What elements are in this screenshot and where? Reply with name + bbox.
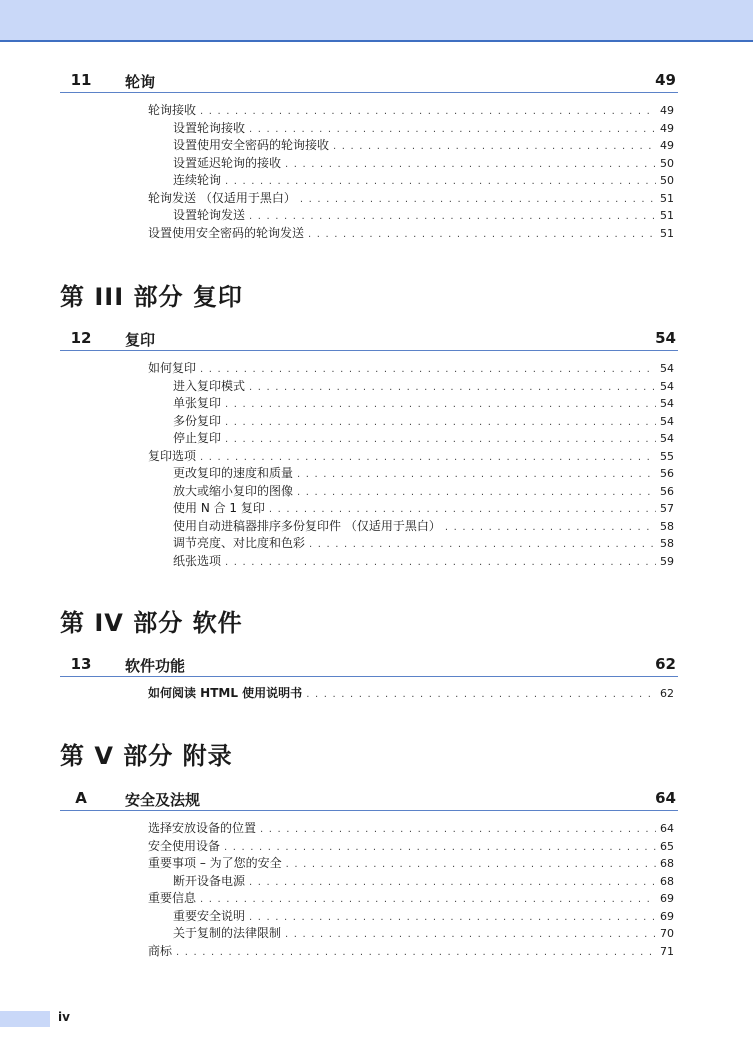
dot-leader <box>308 226 656 244</box>
toc-entry[interactable] <box>148 395 674 413</box>
toc-entry-text: 如何阅读 HTML 使用说明书 <box>148 686 303 700</box>
dot-leader <box>260 821 656 839</box>
dot-leader <box>285 926 656 944</box>
dot-leader <box>176 944 656 962</box>
chapter-title: 轮询 <box>125 73 156 91</box>
toc-entry-page: 68 <box>660 857 674 870</box>
chapter-heading[interactable] <box>60 655 678 677</box>
header-band <box>0 0 753 42</box>
toc-entry-page: 62 <box>660 687 674 700</box>
dot-leader <box>306 686 656 704</box>
toc-entry[interactable] <box>148 838 674 856</box>
dot-leader <box>309 536 656 554</box>
toc-entry[interactable] <box>148 685 674 703</box>
toc-entry[interactable] <box>148 413 674 431</box>
chapter-page: 49 <box>655 71 676 89</box>
toc-entry[interactable] <box>148 943 674 961</box>
part-heading: 第 III 部分 复印 <box>60 283 243 311</box>
toc-entry-page: 54 <box>660 362 674 375</box>
chapter-number: 11 <box>70 71 92 89</box>
page-number: iv <box>58 1010 70 1024</box>
toc-entry-text: 重要安全说明 <box>173 908 246 923</box>
toc-entry-page: 59 <box>660 554 674 568</box>
toc-entry-page: 56 <box>660 467 674 480</box>
dot-leader <box>249 208 656 226</box>
toc-entry[interactable] <box>148 820 674 838</box>
toc-entry-page: 49 <box>660 139 674 152</box>
toc-entry-page: 56 <box>660 484 674 498</box>
chapter-page: 54 <box>655 329 676 347</box>
toc-entry-page: 54 <box>660 379 674 393</box>
chapter-page: 64 <box>655 789 676 807</box>
toc-entry-page: 50 <box>660 156 674 170</box>
toc-entry-text: 使用 N 合 1 复印 <box>173 501 265 515</box>
toc-entry-text: 安全使用设备 <box>148 838 221 853</box>
toc-entry[interactable] <box>148 535 674 553</box>
toc-entry-page: 58 <box>660 537 674 550</box>
toc-entry[interactable] <box>148 102 674 120</box>
toc-entry-page: 49 <box>660 104 674 117</box>
toc-list <box>148 820 674 960</box>
toc-entry[interactable] <box>148 873 674 891</box>
toc-entry-page: 70 <box>660 927 674 940</box>
toc-entry-text: 关于复制的法律限制 <box>173 926 282 940</box>
footer-band <box>0 1011 50 1027</box>
toc-entry[interactable] <box>148 430 674 448</box>
toc-entry[interactable] <box>148 378 674 396</box>
dot-leader <box>225 396 656 414</box>
part-heading: 第 IV 部分 软件 <box>60 609 243 637</box>
toc-entry-text: 轮询发送 （仅适用于黑白） <box>148 190 296 205</box>
toc-entry-page: 51 <box>660 191 674 205</box>
toc-entry[interactable] <box>148 225 674 243</box>
toc-entry[interactable] <box>148 155 674 173</box>
toc-entry-text: 商标 <box>148 943 173 958</box>
toc-entry[interactable] <box>148 518 674 536</box>
toc-entry-text: 重要事项 – 为了您的安全 <box>148 856 282 870</box>
toc-entry-text: 停止复印 <box>173 431 222 445</box>
dot-leader <box>225 414 656 432</box>
toc-entry-page: 55 <box>660 449 674 463</box>
toc-entry-text: 设置使用安全密码的轮询接收 <box>173 138 330 152</box>
dot-leader <box>249 121 656 139</box>
toc-list <box>148 360 674 570</box>
dot-leader <box>200 361 656 379</box>
toc-entry-text: 设置轮询接收 <box>173 120 246 135</box>
toc-entry[interactable] <box>148 448 674 466</box>
toc-entry-text: 断开设备电源 <box>173 873 246 888</box>
chapter-number: 13 <box>70 655 92 673</box>
toc-entry-page: 68 <box>660 874 674 888</box>
toc-entry-page: 64 <box>660 822 674 835</box>
toc-entry-page: 51 <box>660 226 674 240</box>
toc-entry-page: 65 <box>660 839 674 853</box>
toc-entry-page: 69 <box>660 909 674 923</box>
toc-entry-page: 54 <box>660 432 674 445</box>
toc-entry[interactable] <box>148 908 674 926</box>
toc-entry[interactable] <box>148 120 674 138</box>
dot-leader <box>333 138 656 156</box>
toc-entry[interactable] <box>148 207 674 225</box>
toc-entry-text: 选择安放设备的位置 <box>148 821 257 835</box>
toc-entry-page: 71 <box>660 944 674 958</box>
dot-leader <box>225 554 656 572</box>
toc-entry[interactable] <box>148 172 674 190</box>
toc-entry-page: 54 <box>660 397 674 410</box>
toc-entry-page: 51 <box>660 209 674 222</box>
dot-leader <box>297 466 656 484</box>
toc-entry-text: 放大或缩小复印的图像 <box>173 483 294 498</box>
toc-entry-page: 54 <box>660 414 674 428</box>
toc-entry[interactable] <box>148 855 674 873</box>
toc-entry[interactable] <box>148 553 674 571</box>
toc-entry-text: 单张复印 <box>173 396 222 410</box>
dot-leader <box>297 484 656 502</box>
toc-entry-page: 58 <box>660 519 674 533</box>
chapter-title: 软件功能 <box>125 657 186 675</box>
toc-entry-text: 纸张选项 <box>173 553 222 568</box>
dot-leader <box>300 191 656 209</box>
toc-entry-page: 50 <box>660 174 674 187</box>
chapter-number: 12 <box>70 329 92 347</box>
toc-entry[interactable] <box>148 190 674 208</box>
dot-leader <box>200 449 656 467</box>
toc-entry-text: 进入复印模式 <box>173 378 246 393</box>
toc-entry-page: 49 <box>660 121 674 135</box>
dot-leader <box>445 519 656 537</box>
chapter-heading[interactable] <box>60 71 678 93</box>
dot-leader <box>249 909 656 927</box>
toc-list <box>148 102 674 242</box>
toc-entry-text: 设置延迟轮询的接收 <box>173 155 282 170</box>
toc-entry[interactable] <box>148 360 674 378</box>
toc-entry[interactable] <box>148 925 674 943</box>
dot-leader <box>249 379 656 397</box>
dot-leader <box>200 891 656 909</box>
toc-entry-text: 设置轮询发送 <box>173 208 246 222</box>
chapter-title: 安全及法规 <box>125 791 201 809</box>
dot-leader <box>249 874 656 892</box>
chapter-page: 62 <box>655 655 676 673</box>
toc-entry[interactable] <box>148 137 674 155</box>
toc-entry-text: 复印选项 <box>148 448 197 463</box>
chapter-heading[interactable] <box>60 789 678 811</box>
dot-leader <box>225 173 656 191</box>
part-heading: 第 V 部分 附录 <box>60 742 233 770</box>
toc-entry-page: 57 <box>660 502 674 515</box>
toc-entry-text: 调节亮度、对比度和色彩 <box>173 536 306 550</box>
toc-entry[interactable] <box>148 890 674 908</box>
dot-leader <box>286 856 656 874</box>
chapter-heading[interactable] <box>60 329 678 351</box>
dot-leader <box>225 431 656 449</box>
toc-list <box>148 685 674 703</box>
toc-entry[interactable] <box>148 500 674 518</box>
dot-leader <box>269 501 656 519</box>
toc-entry-text: 更改复印的速度和质量 <box>173 466 294 480</box>
toc-entry-text: 如何复印 <box>148 361 197 375</box>
toc-entry-page: 69 <box>660 892 674 905</box>
toc-entry-text: 连续轮询 <box>173 173 222 187</box>
chapter-title: 复印 <box>125 331 156 349</box>
dot-leader <box>285 156 656 174</box>
toc-entry-text: 使用自动进稿器排序多份复印件 （仅适用于黑白） <box>173 518 441 533</box>
toc-entry-text: 重要信息 <box>148 891 197 905</box>
toc-entry-text: 多份复印 <box>173 413 222 428</box>
toc-entry[interactable] <box>148 483 674 501</box>
dot-leader <box>224 839 656 857</box>
dot-leader <box>200 103 656 121</box>
toc-entry[interactable] <box>148 465 674 483</box>
toc-entry-text: 轮询接收 <box>148 103 197 117</box>
toc-entry-text: 设置使用安全密码的轮询发送 <box>148 225 305 240</box>
chapter-number: A <box>75 789 87 807</box>
